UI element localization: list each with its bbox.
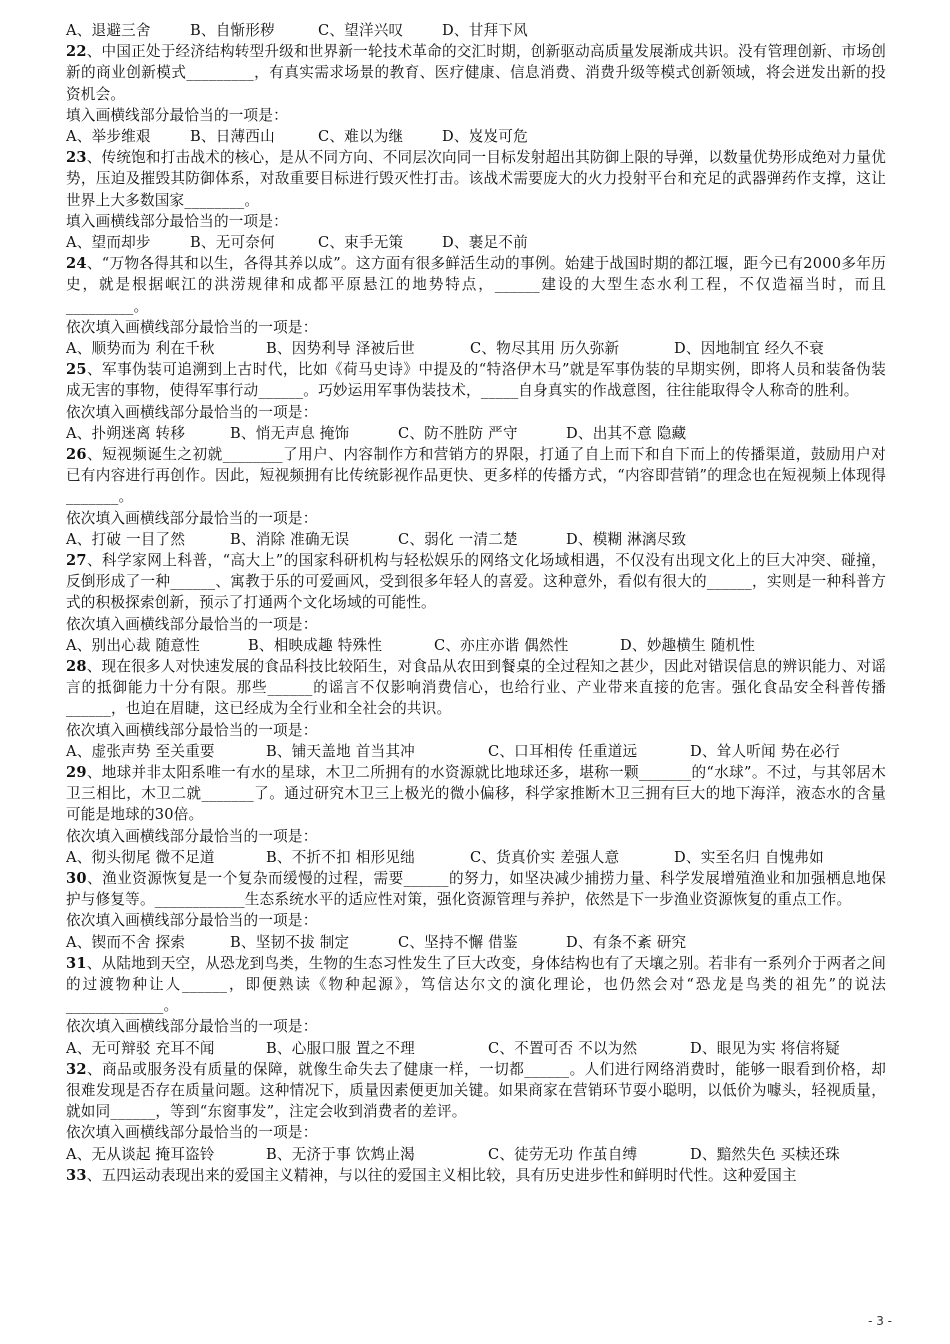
question-23 (66, 147, 886, 211)
question-22 (66, 41, 886, 105)
option-a: A、望而却步 (66, 234, 151, 251)
question-31 (66, 953, 886, 1017)
question-number: 30 (66, 869, 87, 887)
option-c: C、不置可否 不以为然 (488, 1039, 638, 1057)
question-33 (66, 1165, 886, 1186)
option-b: B、自惭形秽 (190, 22, 275, 39)
question-number: 25 (66, 361, 87, 379)
question-32-options (66, 1144, 886, 1165)
option-a: A、虚张声势 至关重要 (66, 742, 215, 760)
option-c: C、防不胜防 严守 (398, 424, 518, 442)
question-stem: 、“万物各得其和以生，各得其养以成”。这方面有很多鲜活生动的事例。始建于战国时期的都江堰，距今已有2000多年历史，就是根据岷江的洪涝规律和成都平原悬江的地势特点，______建设的大型生态水利工程，不仅造福当时，而且_________。 (66, 255, 886, 315)
q21-options (66, 20, 886, 41)
option-d: D、实至名归 自愧弗如 (674, 848, 824, 866)
option-a: A、扑朔迷离 转移 (66, 424, 186, 442)
option-b: B、无可奈何 (190, 234, 275, 251)
question-number: 24 (66, 255, 87, 273)
question-prompt: 依次填入画横线部分最恰当的一项是： (66, 318, 318, 336)
option-c: C、难以为继 (318, 128, 404, 145)
question-stem: 、传统饱和打击战术的核心，是从不同方向、不同层次向同一目标发射超出其防御上限的导弹，以数量优势形成绝对力量优势，压迫及摧毁其防御体系，对敌重要目标进行毁灭性打击。该战术需要庞大的火力投射平台和充足的武器弹药作支撑，这让世界上大多数国家________。 (66, 149, 886, 209)
question-number: 22 (66, 43, 87, 61)
question-24 (66, 253, 886, 317)
question-stem: 、渔业资源恢复是一个复杂而缓慢的过程，需要______的努力，如坚决减少捕捞力量、科学发展增殖渔业和加强栖息地保护与修复等。____________生态系统水平的适应性对策，强化资源管理与养护，依然是下一步渔业资源恢复的重点工作。 (66, 869, 886, 909)
question-number: 26 (66, 445, 87, 463)
option-a: A、顺势而为 利在千秋 (66, 340, 215, 357)
question-stem: 、中国正处于经济结构转型升级和世界新一轮技术革命的交汇时期，创新驱动高质量发展渐成共识。没有管理创新、市场创新的商业创新模式_________，有真实需求场景的教育、医疗健康、信息消费、消费升级等模式创新领域，将会迸发出新的投资机会。 (66, 43, 886, 103)
option-b: B、心服口服 置之不理 (266, 1039, 415, 1057)
option-c: C、物尽其用 历久弥新 (470, 340, 620, 357)
option-d: D、裹足不前 (442, 234, 528, 251)
option-c: C、坚持不懈 借鉴 (398, 933, 518, 951)
question-32 (66, 1059, 886, 1123)
question-23-options (66, 232, 886, 253)
option-b: B、相映成趣 特殊性 (248, 636, 383, 654)
question-prompt: 依次填入画横线部分最恰当的一项是： (66, 1018, 318, 1036)
question-29-options (66, 847, 886, 868)
question-prompt: 依次填入画横线部分最恰当的一项是： (66, 615, 318, 633)
question-number: 31 (66, 954, 87, 972)
question-prompt: 依次填入画横线部分最恰当的一项是： (66, 509, 318, 527)
question-28 (66, 656, 886, 720)
question-29 (66, 762, 886, 826)
option-a: A、打破 一目了然 (66, 530, 186, 548)
option-c: C、徒劳无功 作茧自缚 (488, 1145, 638, 1163)
option-c: C、弱化 一清二楚 (398, 530, 518, 548)
question-prompt: 依次填入画横线部分最恰当的一项是： (66, 403, 318, 421)
option-b: B、因势利导 泽被后世 (266, 340, 415, 357)
option-c: C、口耳相传 任重道远 (488, 742, 638, 760)
option-a: A、无从谈起 掩耳盗铃 (66, 1145, 215, 1163)
option-d: D、眼见为实 将信将疑 (690, 1039, 840, 1057)
question-25-options (66, 423, 886, 444)
question-stem: 、科学家网上科普，“高大上”的国家科研机构与轻松娱乐的网络文化场域相遇，不仅没有出现文化上的巨大冲突、碰撞，反倒形成了一种______、寓教于乐的可爱画风，受到很多年轻人的喜爱。这种意外，看似有很大的______，实则是一种科普方式的积极探索创新，预示了打通两个文化场域的可能性。 (66, 551, 886, 612)
option-d: D、有条不紊 研究 (566, 933, 687, 951)
option-d: D、模糊 淋漓尽致 (566, 530, 687, 548)
question-stem: 、短视频诞生之初就________了用户、内容制作方和营销方的界限，打通了自上而下和自下而上的传播渠道，鼓励用户对已有内容进行再创作。因此，短视频拥有比传统影视作品更快、更多样的传播方式，“内容即营销”的理念也在短视频上体现得_______。 (66, 445, 886, 506)
option-a: A、彻头彻尾 微不足道 (66, 848, 215, 866)
option-a: A、别出心裁 随意性 (66, 636, 200, 654)
option-a: A、退避三舍 (66, 22, 151, 39)
option-b: B、铺天盖地 首当其冲 (266, 742, 415, 760)
option-c: C、望洋兴叹 (318, 22, 404, 39)
option-b: B、无济于事 饮鸩止渴 (266, 1145, 415, 1163)
option-a: A、锲而不舍 探索 (66, 933, 186, 951)
question-prompt: 填入画横线部分最恰当的一项是： (66, 106, 288, 124)
question-prompt: 依次填入画横线部分最恰当的一项是： (66, 721, 318, 739)
option-d: D、黯然失色 买椟还珠 (690, 1145, 840, 1163)
option-b: B、不折不扣 相形见绌 (266, 848, 415, 866)
question-stem: 、地球并非太阳系唯一有水的星球，木卫二所拥有的水资源就比地球还多，堪称一颗_______的“水球”。不过，与其邻居木卫三相比，木卫二就_______了。通过研究木卫三上极光的微小偏移，科学家推断木卫三拥有巨大的地下海洋，液态水的含量可能是地球的30倍。 (66, 763, 886, 824)
option-c: C、亦庄亦谐 偶然性 (434, 636, 569, 654)
question-number: 27 (66, 551, 87, 569)
question-number: 29 (66, 763, 87, 781)
question-27-options (66, 635, 886, 656)
question-prompt: 依次填入画横线部分最恰当的一项是： (66, 912, 318, 930)
option-b: B、日薄西山 (190, 128, 275, 145)
page-content (66, 20, 886, 1186)
question-26-options (66, 529, 886, 550)
question-number: 28 (66, 657, 87, 675)
option-d: D、因地制宜 经久不衰 (674, 340, 824, 357)
question-25 (66, 359, 886, 401)
question-28-options (66, 741, 886, 762)
question-26 (66, 444, 886, 508)
option-c: C、束手无策 (318, 234, 404, 251)
option-c: C、货真价实 差强人意 (470, 848, 620, 866)
page-number: - 3 - (868, 1314, 892, 1328)
option-a: A、无可辩驳 充耳不闻 (66, 1039, 215, 1057)
question-24-options (66, 338, 886, 359)
option-d: D、耸人听闻 势在必行 (690, 742, 840, 760)
question-22-options (66, 126, 886, 147)
question-number: 32 (66, 1060, 87, 1078)
question-number: 23 (66, 149, 87, 167)
question-number: 33 (66, 1166, 87, 1184)
question-prompt: 依次填入画横线部分最恰当的一项是： (66, 827, 318, 845)
question-stem: 、商品或服务没有质量的保障，就像生命失去了健康一样，一切都______。人们进行网络消费时，能够一眼看到价格，却很难发现是否存在质量问题。这种情况下，质量因素便更加关键。如果商家在营销环节耍小聪明，以低价为噱头，轻视质量，就如同______，等到“东窗事发”，注定会收到消费者的差评。 (66, 1060, 886, 1121)
option-b: B、悄无声息 掩饰 (230, 424, 350, 442)
question-prompt: 依次填入画横线部分最恰当的一项是： (66, 1124, 318, 1142)
question-30-options (66, 932, 886, 953)
question-31-options (66, 1038, 886, 1059)
option-d: D、出其不意 隐藏 (566, 424, 687, 442)
option-b: B、坚韧不拔 制定 (230, 933, 350, 951)
question-27 (66, 550, 886, 614)
option-d: D、岌岌可危 (442, 128, 528, 145)
option-a: A、举步维艰 (66, 128, 151, 145)
question-stem: 、从陆地到天空，从恐龙到鸟类，生物的生态习性发生了巨大改变，身体结构也有了天壤之别。若非有一系列介于两者之间的过渡物种让人______，即便熟读《物种起源》，笃信达尔文的演化理论，也仍然会对“恐龙是鸟类的祖先”的说法_____________。 (66, 954, 886, 1015)
option-d: D、甘拜下风 (442, 22, 528, 39)
question-30 (66, 868, 886, 910)
option-d: D、妙趣横生 随机性 (620, 636, 756, 654)
question-prompt: 填入画横线部分最恰当的一项是： (66, 212, 288, 230)
question-stem: 、现在很多人对快速发展的食品科技比较陌生，对食品从农田到餐桌的全过程知之甚少，因此对错误信息的辨识能力、对谣言的抵御能力十分有限。那些______的谣言不仅影响消费信心，也给行业、产业带来直接的危害。强化食品安全科普传播______，也迫在眉睫，这已经成为全行业和全社会的共识。 (66, 657, 886, 718)
question-stem: 、五四运动表现出来的爱国主义精神，与以往的爱国主义相比较，具有历史进步性和鲜明时代性。这种爱国主 (86, 1166, 797, 1184)
option-b: B、消除 准确无误 (230, 530, 350, 548)
question-stem: 、军事伪装可追溯到上古时代，比如《荷马史诗》中提及的“特洛伊木马”就是军事伪装的早期实例，即将人员和装备伪装成无害的事物，使得军事行动______。巧妙运用军事伪装技术，_____自身真实的作战意图，往往能取得令人称奇的胜利。 (66, 361, 886, 400)
